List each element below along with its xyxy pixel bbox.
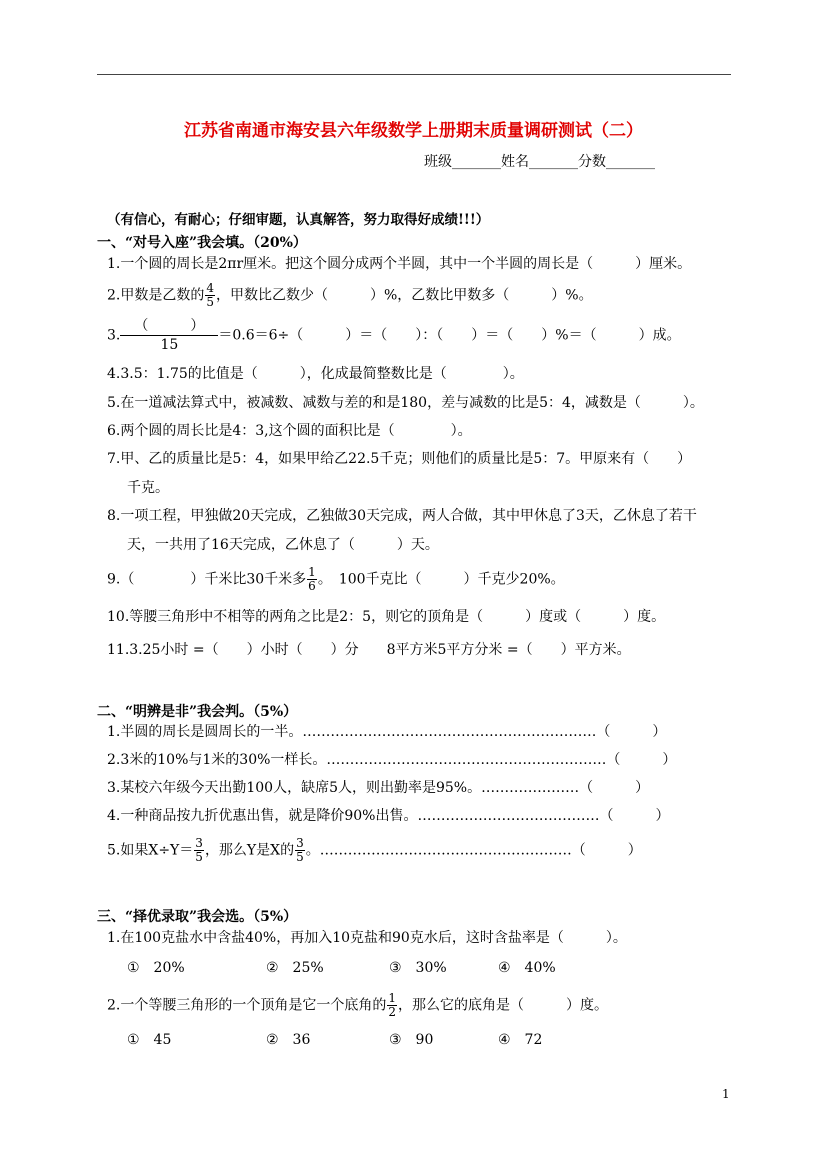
- s1-question-9: [107, 566, 565, 593]
- s1-q2-text-b: ，甲数比乙数少（ ）%，乙数比甲数多（ ）%。: [216, 287, 593, 304]
- fraction-denominator: 5: [195, 850, 203, 864]
- s3-q1-option-1: ① 20%: [127, 960, 185, 976]
- fraction-numerator: 3: [195, 836, 203, 850]
- s1-question-2: [107, 282, 593, 309]
- s1-question-5: 5.在一道减法算式中，被减数、减数与差的和是180，差与减数的比是5：4，减数是（ ）。: [107, 395, 704, 411]
- s3-q2-text-a: 2.一个等腰三角形的一个顶角是它一个底角的: [107, 997, 387, 1014]
- s3-q2-fraction: [387, 992, 397, 1019]
- s2-q5-fraction-2: [295, 837, 305, 864]
- s1-q2-fraction: [205, 282, 215, 309]
- s1-q3-text-a: 3.: [107, 327, 121, 344]
- s2-question-3: 3.某校六年级今天出勤100人，缺席5人，则出勤率是95%。…………………（ ）: [107, 780, 650, 796]
- s2-q5-fraction-1: [194, 837, 204, 864]
- fraction-denominator: 2: [388, 1005, 396, 1019]
- s2-q5-text-c: 。………………………………………………（ ）: [305, 842, 642, 859]
- fraction-denominator: 6: [308, 579, 316, 593]
- s1-question-6: 6.两个圆的周长比是4：3,这个圆的面积比是（ ）。: [107, 423, 472, 439]
- s2-q5-text-a: 5.如果X÷Y＝: [107, 842, 194, 859]
- s1-question-3: [107, 317, 681, 354]
- s1-question-10: 10.等腰三角形中不相等的两角之比是2：5，则它的顶角是（ ）度或（ ）度。: [107, 609, 666, 625]
- fraction-denominator: 15: [160, 337, 179, 353]
- s1-question-8-line2: 天，一共用了16天完成，乙休息了（ ）天。: [127, 537, 439, 553]
- s1-question-7-line1: 7.甲、乙的质量比是5：4，如果甲给乙22.5千克；则他们的质量比是5：7。甲原来有（ ）: [107, 451, 692, 467]
- s1-question-11: 11.3.25小时 =（ ）小时（ ）分 8平方米5平方分米 =（ ）平方米。: [107, 642, 631, 658]
- s1-question-4: 4.3.5：1.75的比值是（ ），化成最简整数比是（ ）。: [107, 366, 524, 382]
- section2-heading: 二、“明辨是非”我会判。（5%）: [97, 704, 298, 720]
- s2-question-4: 4.一种商品按九折优惠出售，就是降价90%出售。…………………………………（ ）: [107, 808, 670, 824]
- s1-question-8-line1: 8.一项工程，甲独做20天完成，乙独做30天完成，两人合做，其中甲休息了3天，乙休息了若干: [107, 508, 697, 524]
- motto: （有信心，有耐心；仔细审题，认真解答，努力取得好成绩!!!）: [107, 212, 490, 228]
- s3-q2-option-3: ③ 90: [389, 1032, 434, 1048]
- s3-q1-option-4: ④ 40%: [498, 960, 556, 976]
- s2-question-5: [107, 837, 642, 864]
- fraction-numerator: 1: [308, 565, 316, 579]
- fraction-denominator: 5: [206, 295, 214, 309]
- s2-q5-text-b: ，那么Y是X的: [204, 842, 295, 859]
- s3-q1-option-2: ② 25%: [266, 960, 324, 976]
- fraction-denominator: 5: [296, 850, 304, 864]
- s1-q9-fraction: [307, 566, 317, 593]
- s3-q2-option-4: ④ 72: [498, 1032, 543, 1048]
- document-title: 江苏省南通市海安县六年级数学上册期末质量调研测试（二）: [184, 121, 643, 141]
- fraction-numerator: 3: [296, 836, 304, 850]
- section3-heading: 三、“择优录取”我会选。（5%）: [97, 909, 298, 925]
- header-rule: [97, 74, 731, 75]
- s3-q2-text-b: ，那么它的底角是（ ）度。: [398, 997, 608, 1014]
- s1-q2-text-a: 2.甲数是乙数的: [107, 287, 205, 304]
- section1-heading: 一、“对号入座”我会填。（20%）: [97, 235, 307, 251]
- s1-q3-fraction: [120, 317, 218, 354]
- fraction-numerator: （ ）: [120, 317, 218, 336]
- s2-question-1: 1.半圆的周长是圆周长的一半。………………………………………………………（ ）: [107, 724, 667, 740]
- s1-question-1: 1.一个圆的周长是2πr厘米。把这个圆分成两个半圆，其中一个半圆的周长是（ ）厘米。: [107, 256, 692, 272]
- fraction-numerator: 1: [388, 991, 396, 1005]
- s1-q3-text-b: ＝0.6＝6÷（ ）＝（ ）：（ ）＝（ ）%＝（ ）成。: [218, 327, 681, 344]
- page-number: 1: [722, 1087, 730, 1101]
- s3-q2-option-1: ① 45: [127, 1032, 172, 1048]
- s3-question-1: 1.在100克盐水中含盐40%，再加入10克盐和90克水后，这时含盐率是（ ）。: [107, 930, 627, 946]
- s1-q9-text-b: 。 100千克比（ ）千克少20%。: [317, 571, 565, 588]
- student-info-line: 班级_______姓名_______分数_______: [424, 154, 655, 170]
- s2-question-2: 2.3米的10%与1米的30%一样长。……………………………………………………（ ）: [107, 752, 677, 768]
- s3-q1-option-3: ③ 30%: [389, 960, 447, 976]
- s1-question-7-line2: 千克。: [127, 480, 169, 496]
- s3-question-2: [107, 992, 608, 1019]
- s1-q9-text-a: 9.（ ）千米比30千米多: [107, 571, 307, 588]
- s3-q2-option-2: ② 36: [266, 1032, 311, 1048]
- fraction-numerator: 4: [206, 281, 214, 295]
